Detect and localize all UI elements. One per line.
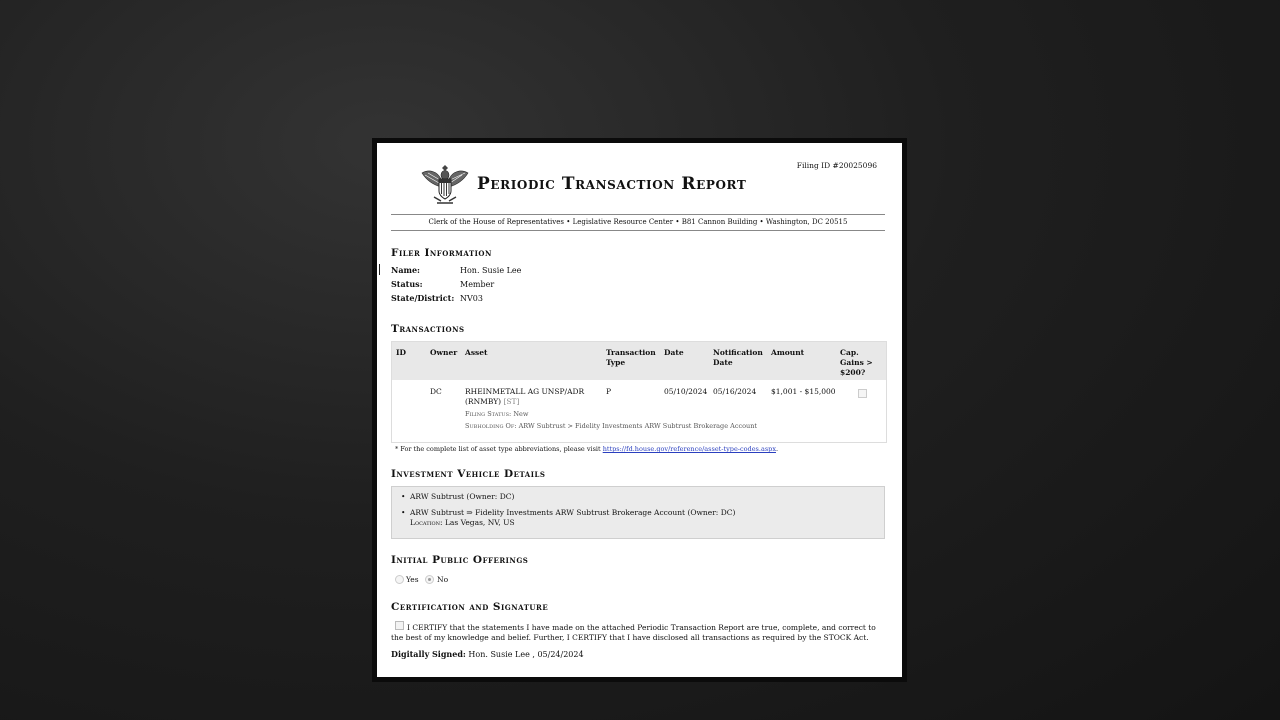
tx-filing-status-value: New [513, 410, 529, 418]
signed-value: Hon. Susie Lee , 05/24/2024 [468, 650, 584, 659]
ipo-no-label: No [437, 575, 449, 584]
col-asset: Asset [465, 348, 488, 357]
filer-name-row [391, 265, 521, 275]
filer-status-label: Status: [391, 279, 423, 289]
location-label: Location: [410, 517, 443, 527]
col-id: ID [396, 348, 407, 357]
col-cap-gains: Cap. Gains > $200? [840, 348, 873, 377]
asset-codes-footnote: * For the complete list of asset type abbreviations, please visit https://fd.house.gov/reference/asset-type-codes.aspx. [395, 445, 779, 453]
footnote-text: * For the complete list of asset type abbreviations, please visit [395, 445, 601, 453]
tx-owner: DC [430, 387, 442, 396]
filer-name-label: Name: [391, 265, 421, 275]
asset-codes-link[interactable]: https://fd.house.gov/reference/asset-type-codes.aspx [602, 445, 776, 453]
certification-statement: I CERTIFY that the statements I have made on the attached Periodic Transaction Report are true, complete, and correct to the best of my knowledge and belief. Further, I CERTIFY that I have disclosed all transactions as required by the STOCK Act. [391, 623, 876, 642]
clerk-address-bar: Clerk of the House of Representatives • Legislative Resource Center • B81 Cannon Building • Washington, DC 20515 [391, 214, 885, 231]
certification-heading: Certification and Signature [391, 601, 549, 613]
transactions-heading: Transactions [391, 323, 465, 335]
tx-asset [465, 387, 597, 407]
filer-district-row [391, 293, 483, 303]
filer-district-label: State/District: [391, 293, 455, 303]
investment-vehicle-item: • ARW Subtrust (Owner: DC) [410, 492, 514, 502]
ipo-heading: Initial Public Offerings [391, 554, 529, 566]
filer-name-value: Hon. Susie Lee [460, 266, 522, 275]
transactions-header-row [392, 342, 886, 380]
col-amount: Amount [771, 348, 805, 357]
tx-type: P [606, 387, 612, 396]
transactions-table [391, 341, 887, 443]
filer-district-value: NV03 [460, 294, 483, 303]
tx-cap-gains-checkbox[interactable] [858, 389, 867, 398]
tx-subholding [465, 422, 757, 430]
ipo-no-radio[interactable] [425, 575, 434, 584]
col-owner: Owner [430, 348, 458, 357]
location-value: Las Vegas, NV, US [444, 517, 515, 527]
tx-subholding-label: Subholding Of: [465, 422, 517, 430]
col-transaction-type: Transaction Type [606, 348, 656, 367]
investment-vehicle-heading: Investment Vehicle Details [391, 468, 546, 480]
filer-status-value: Member [460, 280, 495, 289]
digital-signature [391, 649, 584, 659]
investment-vehicle-item [410, 508, 735, 527]
text-cursor [379, 264, 380, 275]
tx-asset-type: [ST] [503, 397, 520, 406]
investment-vehicle-list [391, 486, 885, 539]
tx-filing-status-label: Filing Status: [465, 410, 512, 418]
filer-information-heading: Filer Information [391, 247, 492, 259]
ipo-yes-label: Yes [406, 575, 419, 584]
col-notification-date: Notification Date [713, 348, 763, 367]
filing-id: Filing ID #20025096 [796, 161, 877, 170]
ipo-yes-radio[interactable] [395, 575, 404, 584]
house-seal-eagle-icon [419, 159, 471, 207]
filer-status-row [391, 279, 494, 289]
investment-vehicle-item-text: ARW Subtrust ⇒ Fidelity Investments ARW Subtrust Brokerage Account (Owner: DC) [410, 508, 736, 517]
tx-notification-date: 05/16/2024 [713, 387, 757, 396]
signed-label: Digitally Signed: [391, 649, 466, 659]
tx-date: 05/10/2024 [664, 387, 708, 396]
col-date: Date [664, 348, 684, 357]
tx-amount: $1,001 - $15,000 [771, 387, 836, 396]
tx-filing-status [465, 410, 528, 418]
tx-asset-name: RHEINMETALL AG UNSP/ADR (RNMBY) [465, 387, 585, 406]
tx-subholding-value: ARW Subtrust > Fidelity Investments ARW Subtrust Brokerage Account [518, 422, 757, 430]
report-title: Periodic Transaction Report [477, 174, 747, 194]
report-page [377, 143, 902, 677]
